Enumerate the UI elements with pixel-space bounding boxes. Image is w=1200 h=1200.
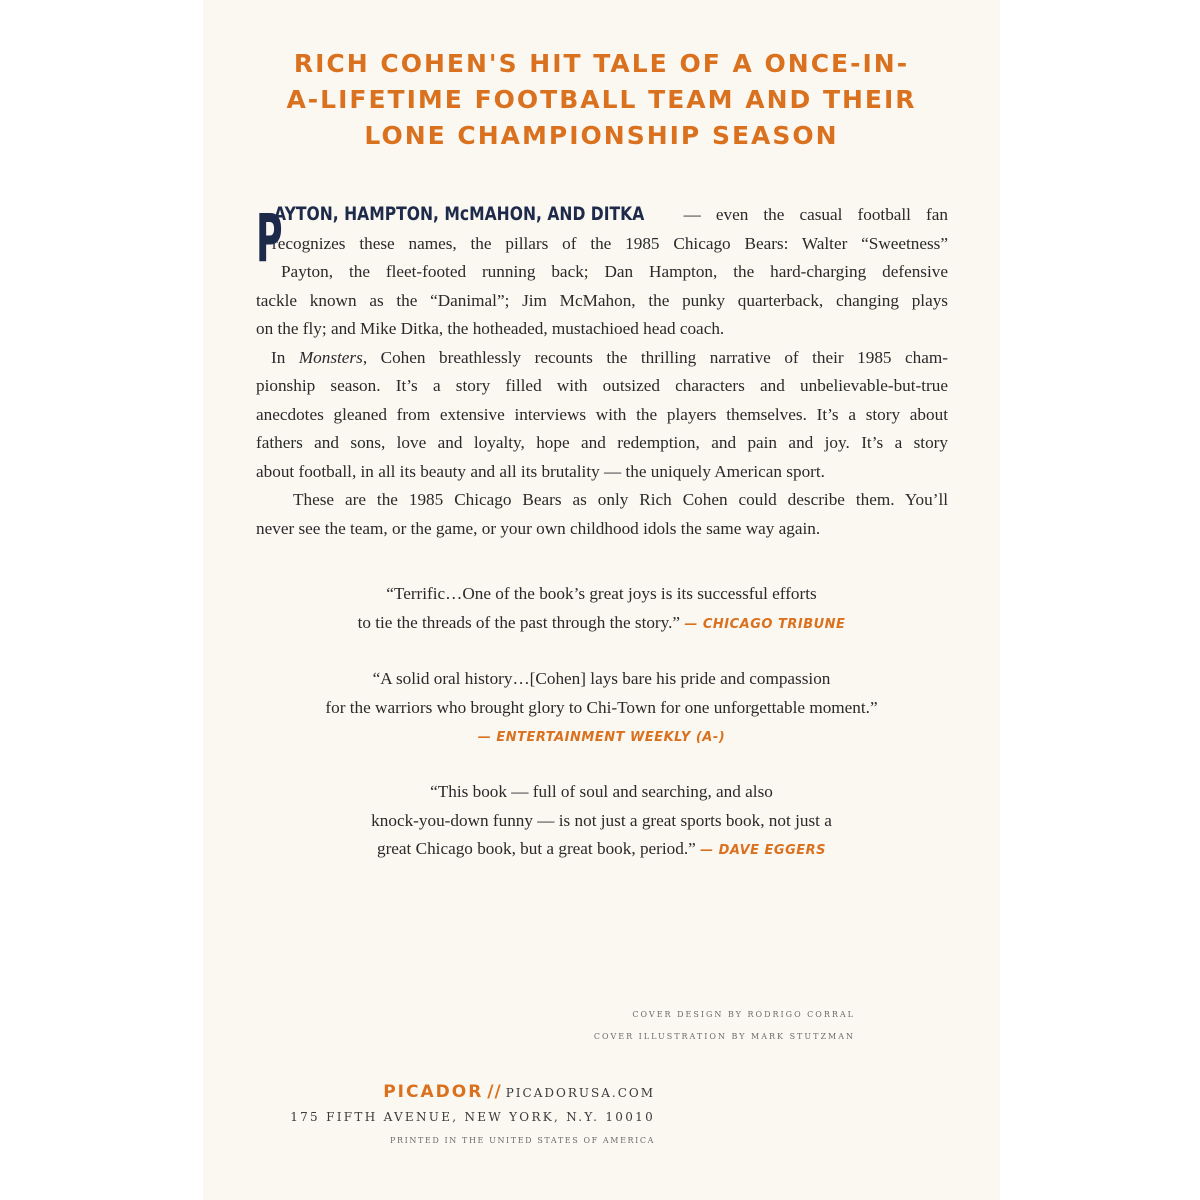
description-line: on the fly; and Mike Ditka, the hotheaded, mustachioed head coach. <box>256 319 725 338</box>
headline-line: A-LIFETIME FOOTBALL TEAM AND THEIR <box>286 85 917 114</box>
description-line: recognizes these names, the pillars of the 1985 Chicago Bears: Walter “Sweetness” <box>272 233 948 253</box>
printed-in: PRINTED IN THE UNITED STATES OF AMERICA <box>390 1136 655 1145</box>
description-line: Payton, the fleet-footed running back; Dan Hampton, the hard-charging defensive <box>281 262 948 281</box>
publisher-separator: // <box>487 1082 502 1102</box>
description-line: tackle known as the “Danimal”; Jim McMahon, the punky quarterback, changing plays <box>256 290 948 310</box>
blurb-chicago-tribune <box>203 580 1000 639</box>
publisher-address: 175 FIFTH AVENUE, NEW YORK, N.Y. 10010 <box>290 1110 655 1124</box>
drop-cap: P <box>256 200 283 277</box>
blurb-dave-eggers <box>203 778 1000 866</box>
description-line: AYTON, HAMPTON, McMAHON, AND DITKA — even the casual football fan <box>256 200 948 230</box>
blurb-line: great Chicago book, but a great book, period.” — DAVE EGGERS <box>376 839 827 858</box>
blurb-line: for the warriors who brought glory to Chi-Town for one unforgettable moment.” <box>325 697 878 717</box>
publisher-line <box>203 1082 655 1102</box>
publisher-name: PICADOR <box>383 1082 484 1102</box>
description-line: In Monsters, Cohen breathlessly recounts the thrilling narrative of their 1985 cham- <box>271 347 948 367</box>
blurb-source: — DAVE EGGERS <box>700 843 827 858</box>
blurb-line <box>203 722 1000 753</box>
cover-design-credit: COVER DESIGN BY RODRIGO CORRAL <box>632 1010 855 1019</box>
blurb-line: “Terrific…One of the book’s great joys is its successful efforts <box>386 584 817 603</box>
cover-illustration-credit: COVER ILLUSTRATION BY MARK STUTZMAN <box>593 1032 855 1041</box>
description-line: pionship season. It’s a story filled with outsized characters and unbelievable-but-true <box>256 376 948 395</box>
lead-in-names: AYTON, HAMPTON, McMAHON, AND DITKA <box>274 203 645 225</box>
headline-line: LONE CHAMPIONSHIP SEASON <box>364 121 839 150</box>
description-line: never see the team, or the game, or your own childhood idols the same way again. <box>256 518 821 538</box>
publisher-url: PICADORUSA.COM <box>505 1086 655 1100</box>
blurb-entertainment-weekly <box>203 665 1000 753</box>
description-line: fathers and sons, love and loyalty, hope and redemption, and pain and joy. It’s a story <box>256 433 948 452</box>
blurb-line: “A solid oral history…[Cohen] lays bare his pride and compassion <box>372 669 831 688</box>
description-line: These are the 1985 Chicago Bears as only Rich Cohen could describe them. You’ll <box>293 490 948 509</box>
blurb-line: to tie the threads of the past through the story.” — CHICAGO TRIBUNE <box>357 612 846 632</box>
blurb-line: “This book — full of soul and searching, and also <box>430 782 773 801</box>
book-description <box>256 200 948 543</box>
headline <box>203 46 1000 154</box>
blurb-source: — ENTERTAINMENT WEEKLY (A-) <box>477 730 726 745</box>
blurb-line: knock-you-down funny — is not just a great sports book, not just a <box>371 810 832 830</box>
blurb-source: — CHICAGO TRIBUNE <box>684 616 846 632</box>
book-title: Monsters <box>298 347 363 367</box>
description-line: anecdotes gleaned from extensive interviews with the players themselves. It’s a story about <box>256 404 948 424</box>
headline-line: RICH COHEN'S HIT TALE OF A ONCE-IN- <box>293 49 910 78</box>
description-line: about football, in all its beauty and all its brutality — the uniquely American sport. <box>256 461 825 481</box>
